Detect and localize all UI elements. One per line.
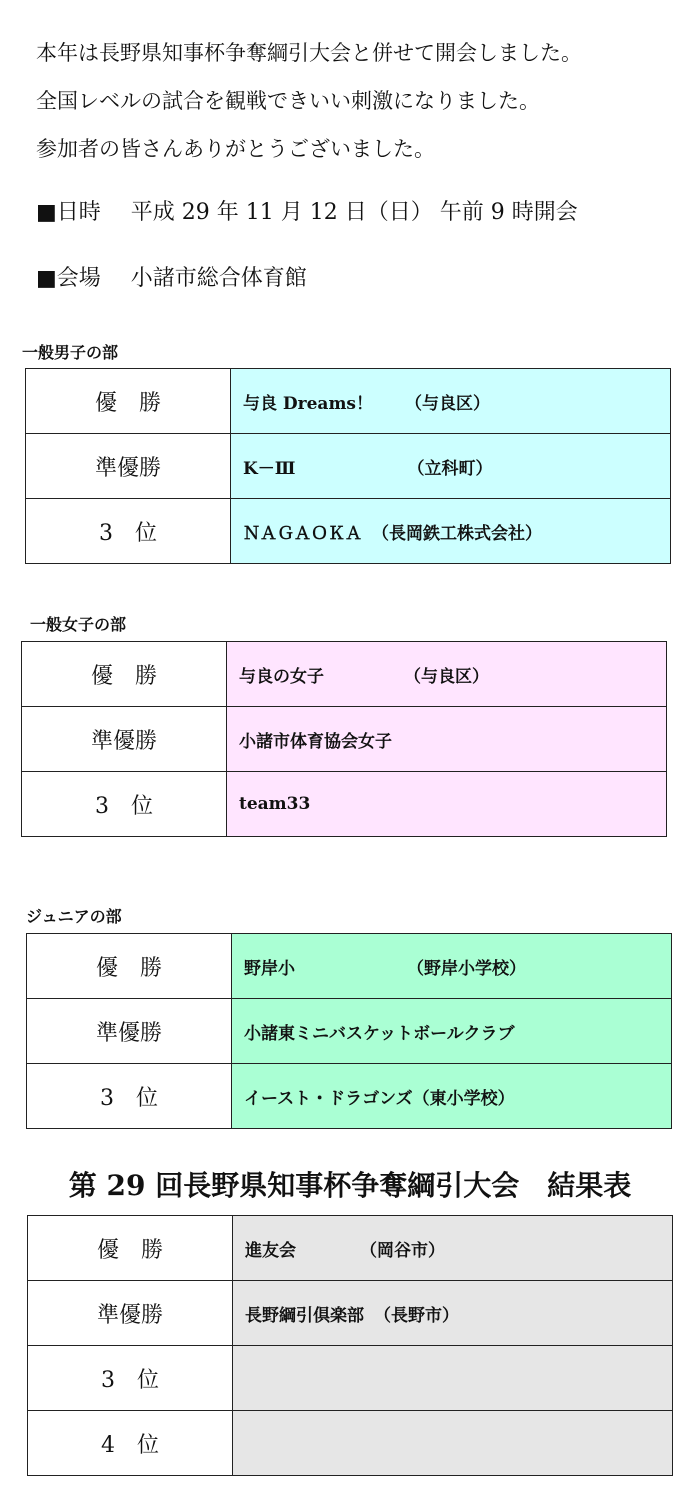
team-name: 与良の女子 (239, 666, 324, 687)
results-table-prefectural (27, 1215, 673, 1476)
team-name: K－Ⅲ (243, 458, 296, 479)
table-row (28, 1411, 673, 1476)
table-row (27, 999, 672, 1064)
rank-cell: 準優勝 (28, 1281, 233, 1346)
team-name: イースト・ドラゴンズ（東小学校） (244, 1088, 515, 1109)
team-name: 小諸市体育協会女子 (239, 731, 392, 752)
team-org: （長野市） (374, 1305, 459, 1326)
team-org: （与良区） (405, 393, 491, 414)
table-row (28, 1346, 673, 1411)
results-table-men (25, 368, 671, 564)
rank-cell: 優 勝 (28, 1216, 233, 1281)
table-row (26, 434, 671, 499)
rank-cell: 4 位 (28, 1411, 233, 1476)
intro-line-1: 本年は長野県知事杯争奪綱引大会と併せて開会しました。 (36, 41, 582, 65)
section-title-junior: ジュニアの部 (26, 907, 122, 926)
team-name: 進友会 (245, 1240, 296, 1261)
team-cell (231, 369, 671, 434)
rank-cell: 優 勝 (27, 934, 232, 999)
team-cell (232, 999, 672, 1064)
team-cell (231, 434, 671, 499)
team-cell (227, 642, 667, 707)
rank-cell: 優 勝 (26, 369, 231, 434)
event-venue-label: ■会場 (36, 266, 101, 291)
team-cell (233, 1281, 673, 1346)
team-name: team33 (239, 794, 311, 814)
rank-cell: 3 位 (28, 1346, 233, 1411)
table-row (28, 1216, 673, 1281)
team-cell (231, 499, 671, 564)
rank-cell: 準優勝 (27, 999, 232, 1064)
table-row (27, 1064, 672, 1129)
team-cell (232, 934, 672, 999)
table-row (28, 1281, 673, 1346)
event-date-value: 平成 29 年 11 月 12 日（日） 午前 9 時開会 (130, 200, 578, 225)
intro-line-3: 参加者の皆さんありがとうございました。 (36, 137, 435, 161)
table-row (22, 642, 667, 707)
table-row (26, 369, 671, 434)
table-row (22, 707, 667, 772)
rank-cell: 準優勝 (26, 434, 231, 499)
team-org: （野岸小学校） (407, 958, 526, 979)
rank-cell: 3 位 (27, 1064, 232, 1129)
team-cell (233, 1346, 673, 1411)
intro-line-2: 全国レベルの試合を観戦できいい刺激になりました。 (36, 89, 540, 113)
event-venue-value: 小諸市総合体育館 (130, 266, 307, 291)
event-venue (36, 264, 307, 294)
team-org: （岡谷市） (360, 1240, 445, 1261)
section-title-women: 一般女子の部 (30, 615, 127, 634)
team-cell (233, 1216, 673, 1281)
team-org: （与良区） (404, 666, 489, 687)
rank-cell: 3 位 (22, 772, 227, 837)
team-name: 長野綱引倶楽部 (245, 1305, 364, 1326)
table-row (26, 499, 671, 564)
team-name: 小諸東ミニバスケットボールクラブ (244, 1023, 515, 1044)
team-name: 与良 Dreams！ (243, 393, 374, 414)
team-cell (227, 707, 667, 772)
team-name: 野岸小 (244, 958, 295, 979)
table-row (27, 934, 672, 999)
results-table-junior (26, 933, 672, 1129)
table-row (22, 772, 667, 837)
event-date-label: ■日時 (36, 200, 101, 225)
prefectural-title: 第 29 回長野県知事杯争奪綱引大会 結果表 (68, 1169, 632, 1202)
rank-cell: 3 位 (26, 499, 231, 564)
team-org: （長岡鉄工株式会社） (372, 523, 542, 544)
team-cell (233, 1411, 673, 1476)
rank-cell: 準優勝 (22, 707, 227, 772)
section-title-men: 一般男子の部 (22, 343, 119, 362)
team-cell (227, 772, 667, 837)
results-table-women (21, 641, 667, 837)
team-name: ＮＡＧＡＯＫＡ (243, 523, 362, 544)
team-cell (232, 1064, 672, 1129)
event-date (36, 198, 578, 228)
rank-cell: 優 勝 (22, 642, 227, 707)
team-org: （立科町） (407, 458, 493, 479)
